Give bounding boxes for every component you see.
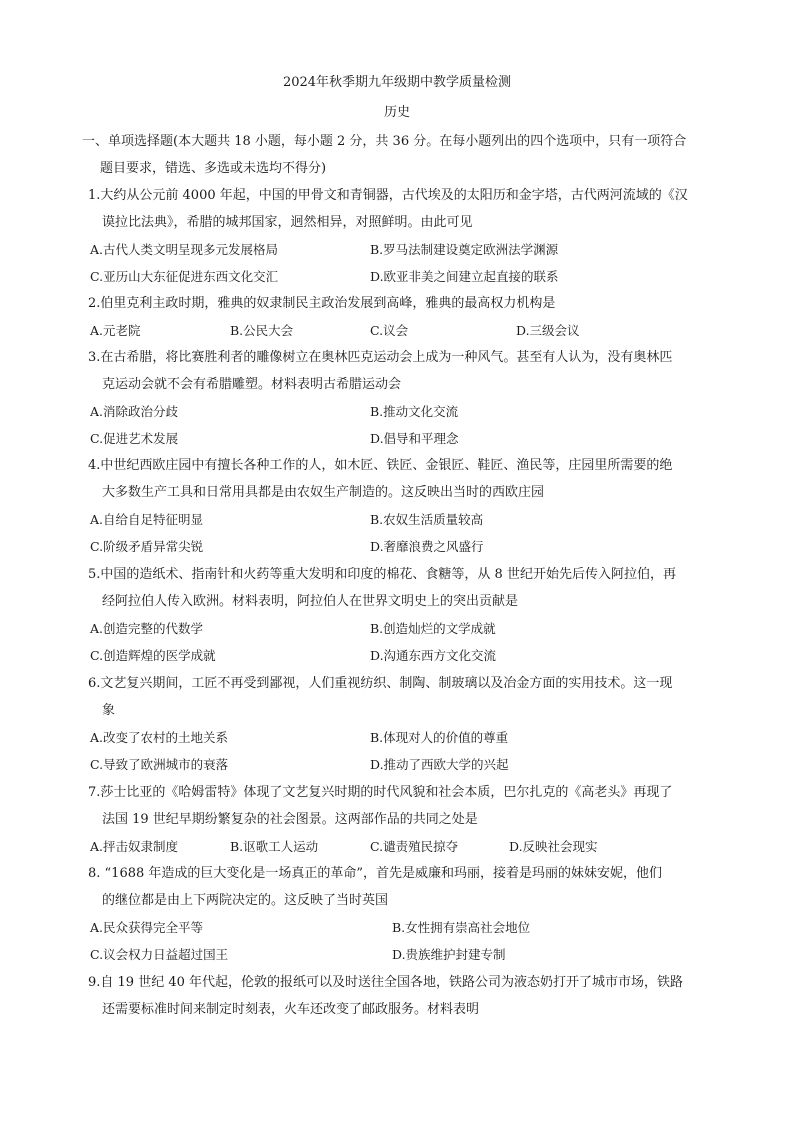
option-d: D.欧亚非美之间建立起直接的联系: [370, 269, 559, 284]
question-2: [88, 290, 728, 344]
question-stem-cont: 经阿拉伯人传入欧洲。材料表明，阿拉伯人在世界文明史上的突出贡献是: [102, 594, 519, 609]
question-stem-cont: 克运动会就不会有希腊雕塑。材料表明古希腊运动会: [102, 377, 402, 392]
option-a: A.消除政治分歧: [90, 404, 179, 419]
option-b: B.农奴生活质量较高: [370, 512, 484, 527]
question-stem-cont: 的继位都是由上下两院决定的。这反映了当时英国: [102, 893, 389, 908]
option-c: C.谴责殖民掠夺: [370, 839, 459, 854]
option-c: C.创造辉煌的医学成就: [90, 648, 216, 663]
question-stem: 6.文艺复兴期间，工匠不再受到鄙视，人们重视纺织、制陶、制玻璃以及冶金方面的实用技术。这一现: [88, 676, 673, 691]
option-b: B.公民大会: [230, 323, 294, 338]
question-stem-cont: 法国 19 世纪早期纷繁复杂的社会图景。这两部作品的共同之处是: [102, 812, 478, 827]
option-a: A.创造完整的代数学: [90, 621, 204, 636]
option-b: B.女性拥有崇高社会地位: [392, 920, 531, 935]
question-stem-cont: 象: [102, 703, 116, 718]
section-line-1: 一、单项选择题(本大题共 18 小题，每小题 2 分，共 36 分。在每小题列出的四个选项中，只有一项符合: [82, 134, 687, 149]
option-d: D.推动了西欧大学的兴起: [370, 757, 509, 772]
section-instructions: [82, 128, 732, 182]
option-a: A.抨击奴隶制度: [90, 839, 179, 854]
option-b: B.体现对人的价值的尊重: [370, 730, 509, 745]
option-a: A.改变了农村的土地关系: [90, 730, 229, 745]
option-d: D.倡导和平理念: [370, 431, 459, 446]
option-b: B.推动文化交流: [370, 404, 459, 419]
question-stem: 8. “1688 年造成的巨大变化是一场真正的革命”，首先是威廉和玛丽，接着是玛丽的妹妹安妮，他们: [88, 866, 663, 881]
section-line-2: 题目要求，错选、多选或未选均不得分): [100, 161, 327, 176]
exam-title: 2024年秋季期九年级期中教学质量检测: [282, 75, 512, 90]
question-5: [88, 561, 728, 669]
question-1: [88, 182, 728, 290]
question-8: [88, 860, 728, 968]
option-b: B.创造灿烂的文学成就: [370, 621, 496, 636]
option-d: D.奢靡浪费之风盛行: [370, 539, 484, 554]
question-stem: 9.自 19 世纪 40 年代起，伦敦的报纸可以及时送往全国各地，铁路公司为液态奶打开了城市市场，铁路: [88, 975, 684, 990]
question-stem: 7.莎士比亚的《哈姆雷特》体现了文艺复兴时期的时代风貌和社会本质，巴尔扎克的《高老头》再现了: [88, 785, 673, 800]
option-a: A.民众获得完全平等: [90, 920, 204, 935]
question-stem: 2.伯里克利主政时期，雅典的奴隶制民主政治发展到高峰，雅典的最高权力机构是: [88, 296, 556, 311]
option-a: A.自给自足特征明显: [90, 512, 204, 527]
question-9: [88, 969, 728, 1023]
option-d: D.反映社会现实: [509, 839, 598, 854]
option-a: A.元老院: [90, 323, 141, 338]
question-7: [88, 779, 728, 860]
option-c: C.亚历山大东征促进东西文化交汇: [90, 269, 279, 284]
option-c: C.议会: [370, 323, 409, 338]
option-c: C.导致了欧洲城市的衰落: [90, 757, 229, 772]
option-c: C.促进艺术发展: [90, 431, 179, 446]
question-stem-cont: 谟拉比法典》，希腊的城邦国家，迥然相异，对照鲜明。由此可见: [102, 215, 473, 230]
option-d: D.贵族维护封建专制: [392, 947, 506, 962]
question-stem: 4.中世纪西欧庄园中有擅长各种工作的人，如木匠、铁匠、金银匠、鞋匠、渔民等，庄园里所需要的绝: [88, 458, 673, 473]
subject-title: 历史: [383, 105, 410, 120]
question-stem: 1.大约从公元前 4000 年起，中国的甲骨文和青铜器，古代埃及的太阳历和金字塔，古代两河流域的《汉: [88, 188, 688, 203]
question-stem-cont: 还需要标准时间来制定时刻表，火车还改变了邮政服务。材料表明: [102, 1002, 480, 1017]
option-c: C.议会权力日益超过国王: [90, 947, 229, 962]
question-3: [88, 344, 728, 452]
question-6: [88, 670, 728, 778]
question-4: [88, 452, 728, 560]
option-b: B.罗马法制建设奠定欧洲法学渊源: [370, 242, 559, 257]
question-stem: 5.中国的造纸术、指南针和火药等重大发明和印度的棉花、食糖等，从 8 世纪开始先后传入阿拉伯，再: [88, 567, 676, 582]
option-c: C.阶级矛盾异常尖锐: [90, 539, 204, 554]
question-stem: 3.在古希腊，将比赛胜利者的雕像树立在奥林匹克运动会上成为一种风气。甚至有人认为，没有奥林匹: [88, 350, 673, 365]
option-a: A.古代人类文明呈现多元发展格局: [90, 242, 279, 257]
question-stem-cont: 大多数生产工具和日常用具都是由农奴生产制造的。这反映出当时的西欧庄园: [102, 485, 545, 500]
option-d: D.沟通东西方文化交流: [370, 648, 497, 663]
option-b: B.讴歌工人运动: [230, 839, 319, 854]
option-d: D.三级会议: [516, 323, 580, 338]
